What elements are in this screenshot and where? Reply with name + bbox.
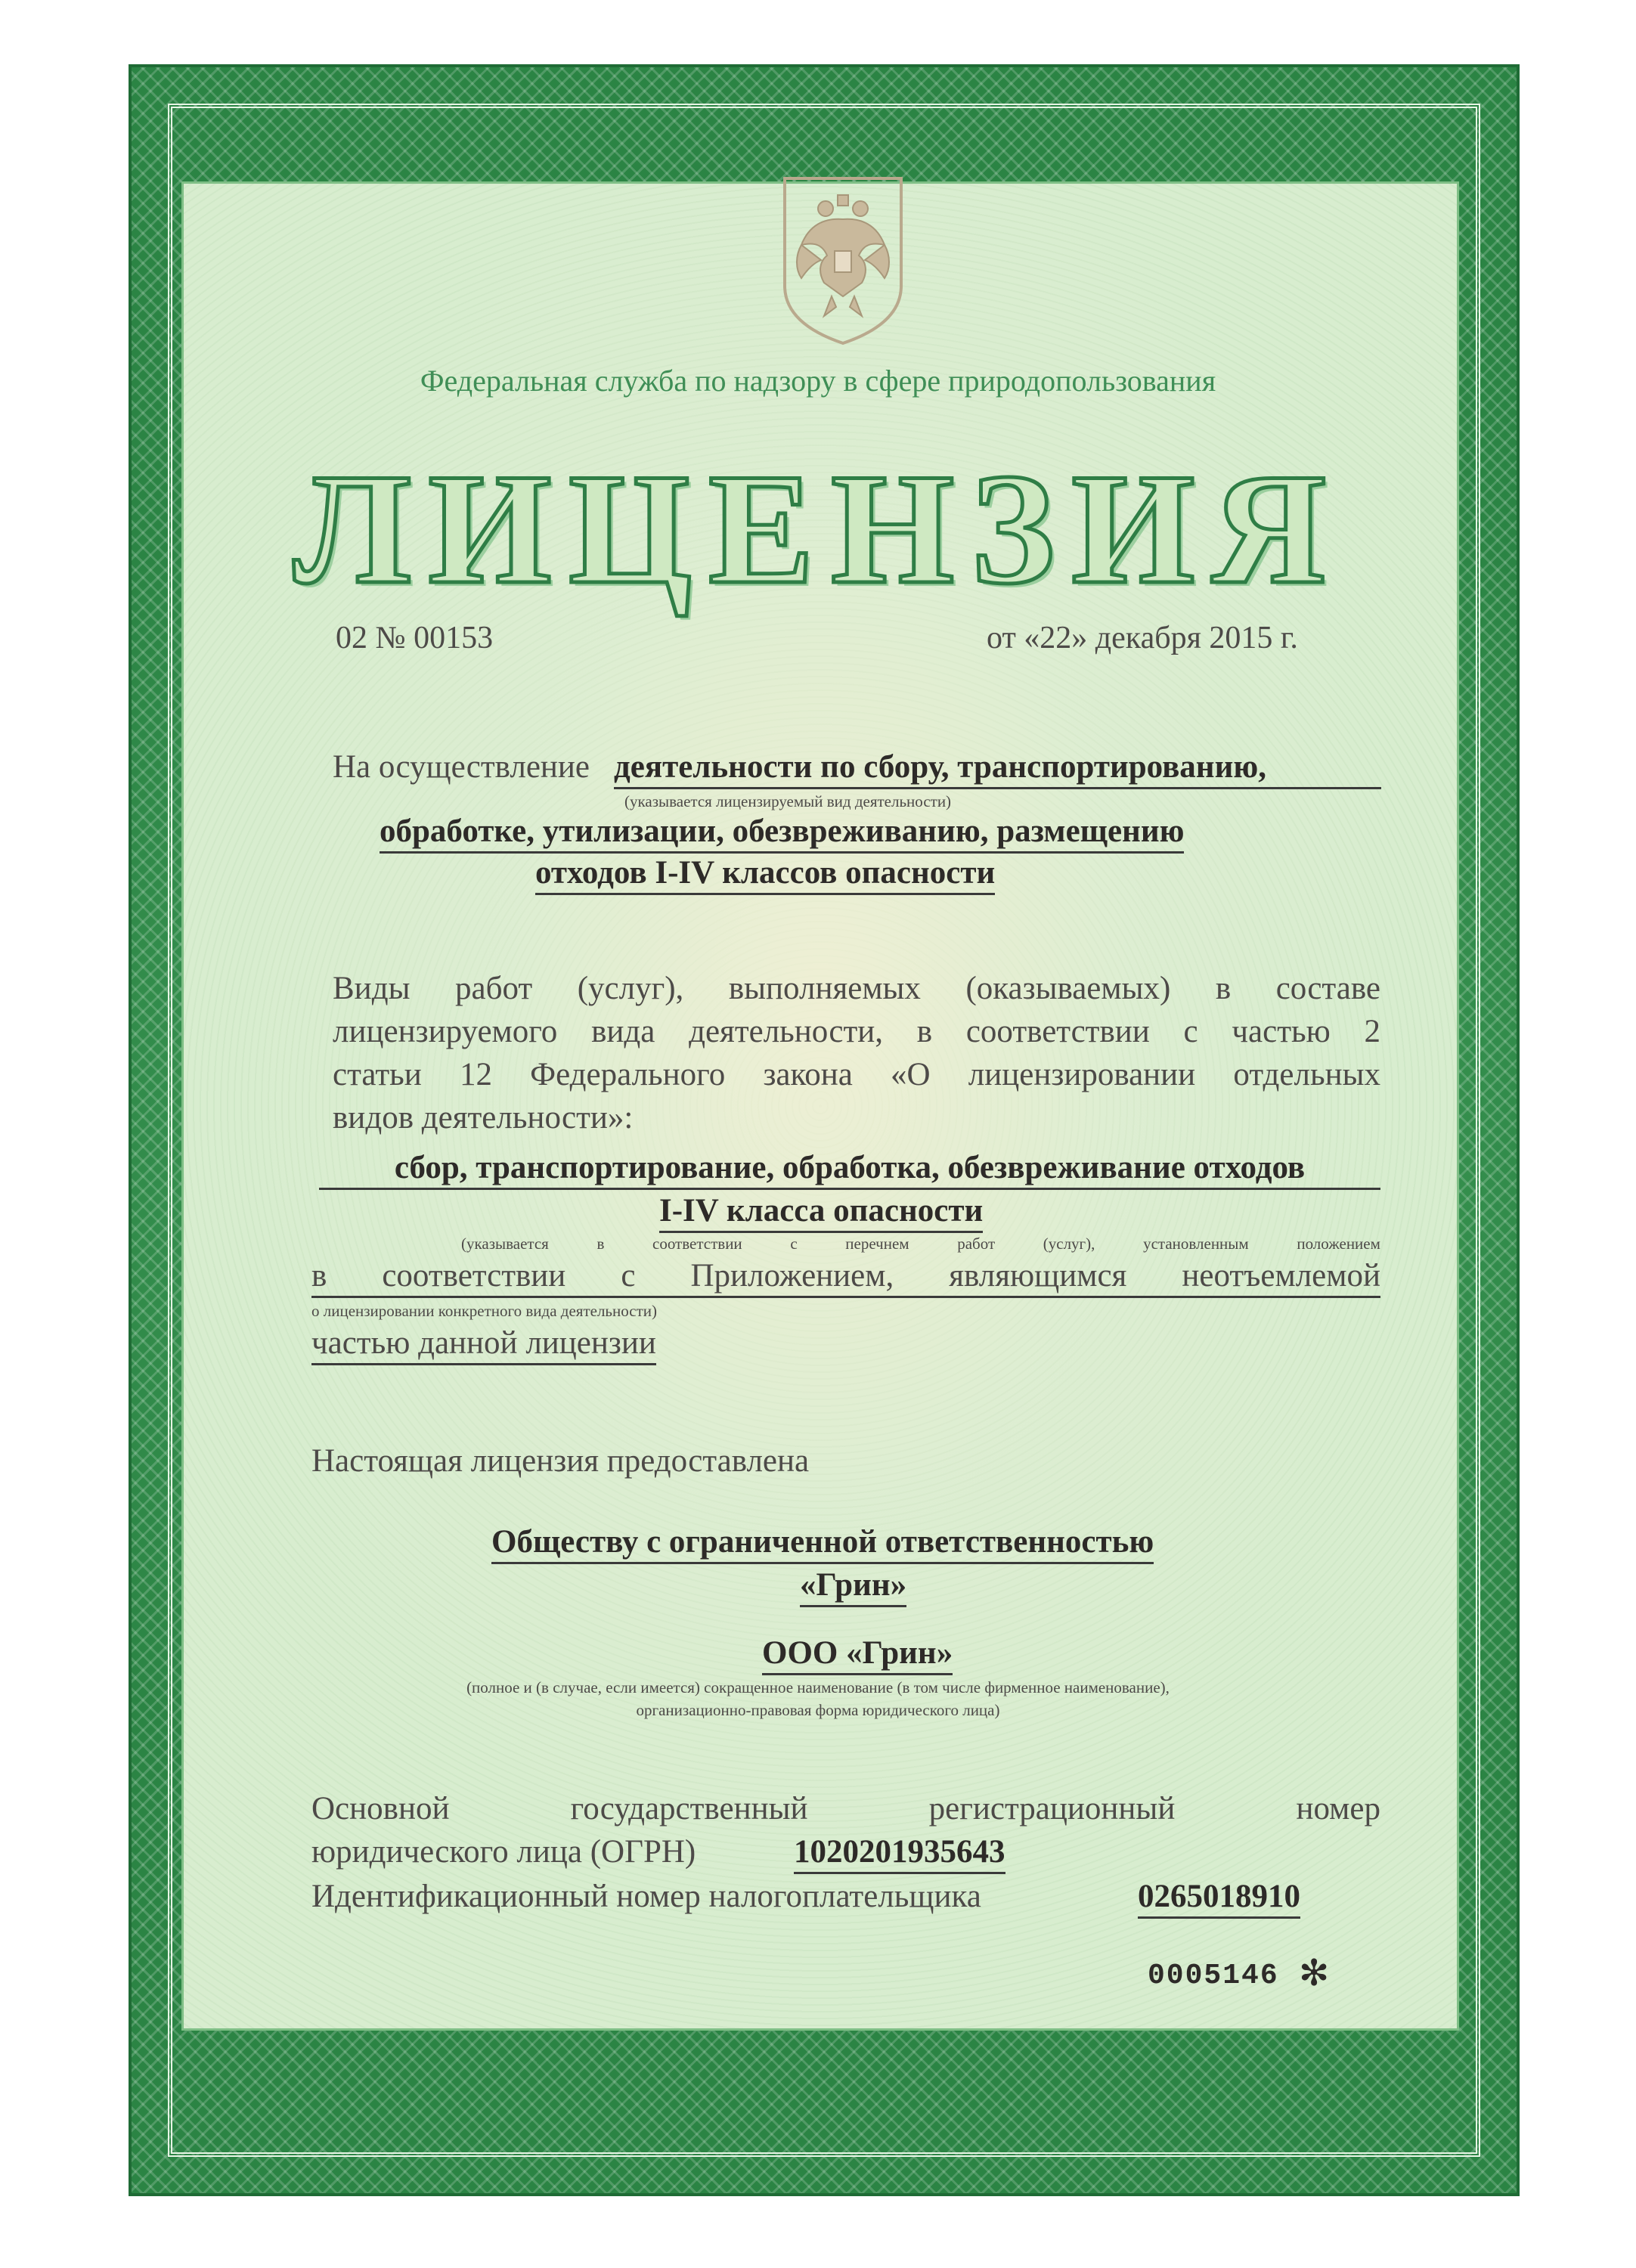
word: с	[621, 1258, 636, 1294]
word: Приложением,	[690, 1258, 894, 1294]
word: соответствии	[652, 1235, 742, 1253]
word: соответствии	[965, 1014, 1150, 1049]
works-appendix-line-1	[311, 1257, 1380, 1298]
word: вида	[591, 1014, 655, 1049]
russian-coat-of-arms-icon	[779, 172, 907, 346]
service-name: Федеральная служба по надзору в сфере природопользования	[420, 364, 1216, 398]
word: (услуг),	[577, 971, 684, 1006]
word: 12	[459, 1057, 492, 1092]
word: в	[1215, 971, 1232, 1006]
word: в	[311, 1258, 327, 1294]
word: деятельности,	[689, 1014, 884, 1049]
word: (оказываемых)	[965, 971, 1171, 1006]
word: неотъемлемой	[1182, 1258, 1380, 1294]
works-line-2	[333, 1013, 1380, 1050]
serial-mark-icon: ✻	[1299, 1954, 1330, 1994]
word: лицензируемого	[333, 1014, 558, 1049]
word: статьи	[333, 1057, 422, 1092]
word: закона	[763, 1057, 853, 1092]
word: отдельных	[1233, 1057, 1380, 1092]
licensee-hint-1: (полное и (в случае, если имеется) сокращенное наименование (в том числе фирменное наименование),	[466, 1678, 1170, 1696]
works-line-3	[333, 1056, 1380, 1093]
word: 2	[1364, 1014, 1380, 1049]
works-hint	[461, 1235, 1380, 1253]
word: соответствии	[382, 1258, 566, 1294]
word: перечнем	[845, 1235, 909, 1253]
activity-line-2: обработке, утилизации, обезвреживанию, размещению	[380, 813, 1184, 854]
word: «О	[891, 1057, 931, 1092]
works-value-line-2: I-IV класса опасности	[659, 1192, 983, 1233]
document-title: ЛИЦЕНЗИЯ	[293, 442, 1343, 617]
word: регистрационный	[928, 1791, 1176, 1826]
activity-line-3: отходов I-IV классов опасности	[535, 854, 995, 895]
word: Основной	[311, 1791, 450, 1826]
works-line-4: видов деятельности»:	[333, 1100, 634, 1136]
works-value-line-1: сбор, транспортирование, обработка, обезвреживание отходов	[319, 1149, 1380, 1190]
inn-label: Идентификационный номер налогоплательщика	[311, 1879, 981, 1914]
word: выполняемых	[728, 971, 921, 1006]
word: (указывается	[461, 1235, 549, 1253]
activity-hint: (указывается лицензируемый вид деятельности)	[624, 792, 952, 810]
works-line-1	[333, 970, 1380, 1007]
word: с	[1183, 1014, 1198, 1049]
ogrn-label-line-2: юридического лица (ОГРН)	[311, 1834, 696, 1870]
serial-number: 0005146	[1148, 1960, 1279, 1992]
licensee-hint-2: организационно-правовая форма юридического лица)	[636, 1701, 1000, 1719]
activity-line-1: деятельности по сбору, транспортированию,	[614, 748, 1381, 789]
works-hint-2: о лицензировании конкретного вида деятельности)	[311, 1302, 657, 1320]
licensee-short-name: ООО «Грин»	[762, 1634, 953, 1675]
ogrn-label-line-1	[311, 1790, 1380, 1827]
word: Федерального	[530, 1057, 726, 1092]
word: составе	[1275, 971, 1380, 1006]
license-number: 02 № 00153	[336, 621, 494, 655]
license-date: от «22» декабря 2015 г.	[987, 621, 1298, 655]
word: установленным	[1143, 1235, 1249, 1253]
licensee-full-name-1: Обществу с ограниченной ответственностью	[491, 1523, 1154, 1564]
word: являющимся	[949, 1258, 1127, 1294]
word: номер	[1296, 1791, 1380, 1826]
word: работ	[455, 971, 533, 1006]
activity-intro: На осуществление	[333, 749, 590, 785]
word: частью	[1232, 1014, 1331, 1049]
word: (услуг),	[1043, 1235, 1095, 1253]
word: Виды	[333, 971, 411, 1006]
word: лицензировании	[968, 1057, 1196, 1092]
word: государственный	[570, 1791, 808, 1826]
word: в	[596, 1235, 605, 1253]
inn-value: 0265018910	[1138, 1878, 1300, 1919]
works-appendix-line-2: частью данной лицензии	[311, 1325, 656, 1365]
licensee-full-name-2: «Грин»	[800, 1566, 906, 1607]
word: положением	[1297, 1235, 1380, 1253]
word: работ	[957, 1235, 996, 1253]
ogrn-value: 1020201935643	[794, 1833, 1005, 1874]
word: с	[790, 1235, 798, 1253]
word: в	[916, 1014, 933, 1049]
granted-label: Настоящая лицензия предоставлена	[311, 1443, 810, 1479]
